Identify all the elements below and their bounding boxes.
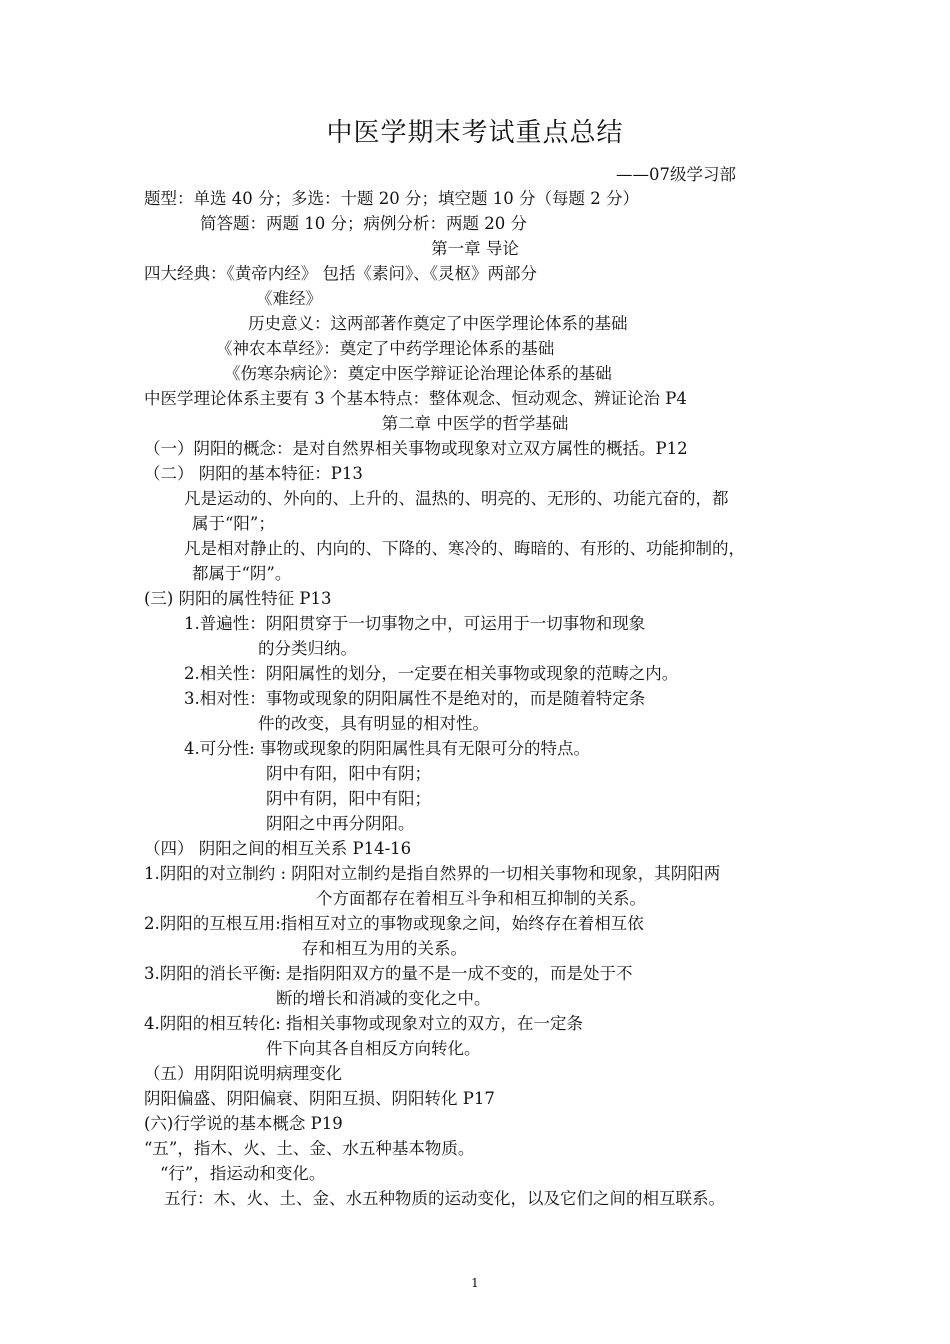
features-line: 中医学理论体系主要有 3 个基本特点：整体观念、恒动观念、辨证论治 P4 xyxy=(144,389,687,408)
yang-definition-line1: 凡是运动的、外向的、上升的、温热的、明亮的、无形的、功能亢奋的，都 xyxy=(184,489,729,508)
xing-definition: “行”，指运动和变化。 xyxy=(160,1164,326,1183)
significance-line: 历史意义：这两部著作奠定了中医学理论体系的基础 xyxy=(248,314,628,333)
section6-heading: (六)行学说的基本概念 P19 xyxy=(144,1114,343,1133)
interdependence-line1: 2.阴阳的互根互用:指相互对立的事物或现象之间，始终存在着相互依 xyxy=(144,914,644,933)
chapter2-heading: 第二章 中医学的哲学基础 xyxy=(381,414,569,433)
balance-line1: 3.阴阳的消长平衡: 是指阴阳双方的量不是一成不变的，而是处于不 xyxy=(144,964,633,983)
page-title: 中医学期末考试重点总结 xyxy=(326,118,624,148)
section3-heading: (三) 阴阳的属性特征 P13 xyxy=(144,589,332,608)
page-number: 1 xyxy=(471,1276,479,1290)
chapter1-heading: 第一章 导论 xyxy=(431,239,519,258)
pathology-items: 阴阳偏盛、阴阳偏衰、阴阳互损、阴阳转化 P17 xyxy=(144,1089,495,1108)
opposition-line2: 个方面都存在着相互斗争和相互抑制的关系。 xyxy=(316,889,646,908)
divisibility-item2: 阴中有阴，阳中有阳； xyxy=(266,789,431,808)
yin-definition-line2: 都属于“阴”。 xyxy=(192,564,292,583)
author-line: ——07级学习部 xyxy=(616,165,736,184)
exam-format-line2: 简答题：两题 10 分；病例分析：两题 20 分 xyxy=(200,214,527,233)
exam-format-line1: 题型：单选 40 分；多选：十题 20 分；填空题 10 分（每题 2 分） xyxy=(144,189,639,208)
divisibility-line: 4.可分性: 事物或现象的阴阳属性具有无限可分的特点。 xyxy=(184,739,591,758)
section1-line: （一）阴阳的概念：是对自然界相关事物或现象对立双方属性的概括。P12 xyxy=(144,439,688,458)
nanjing-line: 《难经》 xyxy=(256,289,322,308)
wu-definition: “五”，指木、火、土、金、水五种基本物质。 xyxy=(144,1139,475,1158)
universality-line1: 1.普遍性：阴阳贯穿于一切事物之中，可运用于一切事物和现象 xyxy=(184,614,646,633)
relativity-line1: 3.相对性：事物或现象的阴阳属性不是绝对的，而是随着特定条 xyxy=(184,689,646,708)
divisibility-item3: 阴阳之中再分阴阳。 xyxy=(266,814,415,833)
yang-definition-line2: 属于“阳”； xyxy=(192,514,275,533)
yin-definition-line1: 凡是相对静止的、内向的、下降的、寒冷的、晦暗的、有形的、功能抑制的， xyxy=(184,539,745,558)
transformation-line2: 件下向其各自相反方向转化。 xyxy=(266,1039,481,1058)
wuxing-definition: 五行：木、火、土、金、水五种物质的运动变化，以及它们之间的相互联系。 xyxy=(164,1189,725,1208)
transformation-line1: 4.阴阳的相互转化: 指相关事物或现象对立的双方，在一定条 xyxy=(144,1014,584,1033)
opposition-line1: 1.阴阳的对立制约 : 阴阳对立制约是指自然界的一切相关事物和现象，其阴阳两 xyxy=(144,864,721,883)
universality-line2: 的分类归纳。 xyxy=(258,639,357,658)
section5-heading: （五）用阴阳说明病理变化 xyxy=(144,1064,342,1083)
interdependence-line2: 存和相互为用的关系。 xyxy=(302,939,467,958)
divisibility-item1: 阴中有阳，阳中有阴； xyxy=(266,764,431,783)
section2-heading: （二） 阴阳的基本特征：P13 xyxy=(144,464,363,483)
relativity-line2: 件的改变，具有明显的相对性。 xyxy=(258,714,489,733)
shennong-line: 《神农本草经》：奠定了中药学理论体系的基础 xyxy=(216,339,555,358)
balance-line2: 断的增长和消减的变化之中。 xyxy=(276,989,491,1008)
shanghan-line: 《伤寒杂病论》：奠定中医学辩证论治理论体系的基础 xyxy=(224,364,612,383)
classics-line: 四大经典：《黄帝内经》 包括《素问》、《灵枢》两部分 xyxy=(144,264,537,283)
relevance-line: 2.相关性：阴阳属性的划分，一定要在相关事物或现象的范畴之内。 xyxy=(184,664,679,683)
section4-heading: （四） 阴阳之间的相互关系 P14-16 xyxy=(144,839,412,858)
